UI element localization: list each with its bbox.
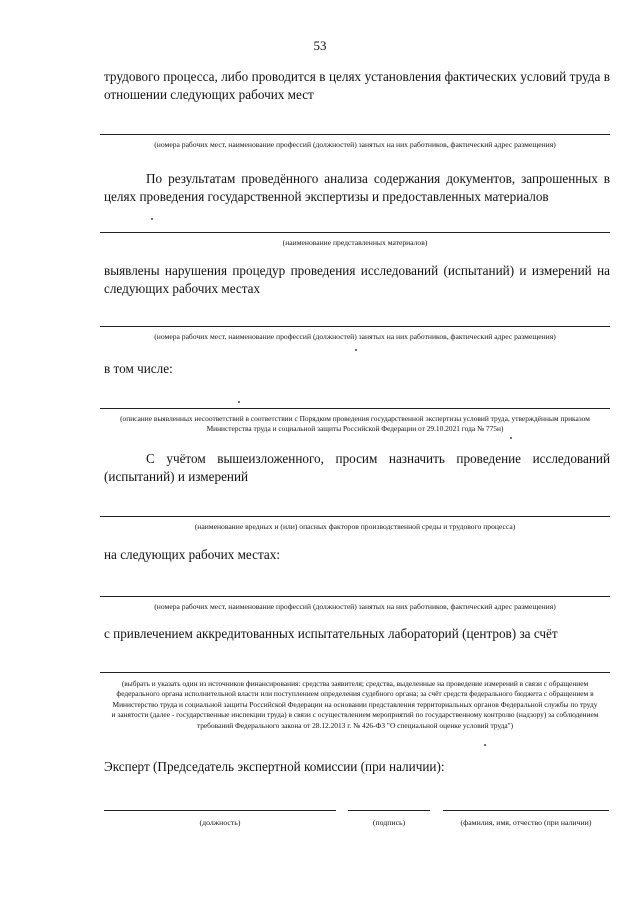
caption-materials: (наименование представленных материалов) <box>282 238 428 247</box>
caption-factors: (наименование вредных и (или) опасных факторов производственной среды и трудового процесса) <box>194 522 516 531</box>
scan-speck <box>238 401 240 403</box>
fill-line-workplaces-3[interactable] <box>100 596 610 597</box>
scan-speck <box>510 437 512 439</box>
caption-funding-source: (выбрать и указать один из источников финансирования: средства заявителя; средства, выделенные на проведение измерений в связи с обращением федерального органа исполнительной власти или поступлением определения судебного органа; за счёт средств федерального бюджета с обращением в Министерство труда и социальной защиты Российской Федерации на основании представления территориальных органов Федеральной службы по труду и занятости (далее - государственные инспекции труда) в связи с осуществлением мероприятий по государственному контролю (надзору) за соблюдением требований Федерального закона от 28.12.2013 г. № 426-ФЗ "О специальной оценке условий труда") <box>111 679 599 730</box>
caption-workplaces-1: (номера рабочих мест, наименование профессий (должностей) занятых на них работников, фактический адрес размещения) <box>154 140 556 149</box>
paragraph-including: в том числе: <box>104 361 173 376</box>
caption-full-name: (фамилия, имя, отчество (при наличии) <box>460 818 592 827</box>
paragraph-expert: Эксперт (Председатель экспертной комиссии (при наличии): <box>104 759 445 774</box>
scan-speck <box>151 218 153 220</box>
scan-speck <box>355 349 357 351</box>
signature-line-signature[interactable] <box>348 810 430 811</box>
caption-nonconformities: (описание выявленных несоответствий в соответствии с Порядком проведения государственной экспертизы условий труда, утверждённым приказом Министерства труда и социальной защиты Российской Федерации от 29.10.2021 года № 775н) <box>120 414 590 434</box>
caption-signature: (подпись) <box>372 818 406 827</box>
paragraph-following-workplaces: на следующих рабочих местах: <box>104 547 280 562</box>
signature-line-name[interactable] <box>443 810 609 811</box>
signature-line-position[interactable] <box>104 810 336 811</box>
fill-line-funding[interactable] <box>100 672 610 673</box>
paragraph-analysis-results: По результатам проведённого анализа содержания документов, запрошенных в целях проведения государственной экспертизы и предоставленных материалов <box>104 171 610 204</box>
paragraph-accredited-labs: с привлечением аккредитованных испытательных лабораторий (центров) за счёт <box>104 626 558 641</box>
paragraph-workplaces-intro: трудового процесса, либо проводится в целях установления фактических условий труда в отношении следующих рабочих мест <box>104 69 610 102</box>
paragraph-request-measurements: С учётом вышеизложенного, просим назначить проведение исследований (испытаний) и измерений <box>104 451 610 484</box>
caption-workplaces-3: (номера рабочих мест, наименование профессий (должностей) занятых на них работников, фактический адрес размещения) <box>154 602 556 611</box>
fill-line-workplaces-2[interactable] <box>100 326 610 327</box>
page-number: 53 <box>313 38 327 53</box>
caption-position: (должность) <box>199 818 241 827</box>
scan-speck <box>484 744 486 746</box>
fill-line-workplaces-1[interactable] <box>100 134 610 135</box>
caption-workplaces-2: (номера рабочих мест, наименование профессий (должностей) занятых на них работников, фактический адрес размещения) <box>154 332 556 341</box>
paragraph-violations-found: выявлены нарушения процедур проведения исследований (испытаний) и измерений на следующих рабочих местах <box>104 263 610 296</box>
fill-line-materials[interactable] <box>100 232 610 233</box>
fill-line-nonconformities[interactable] <box>100 408 610 409</box>
fill-line-factors[interactable] <box>100 516 610 517</box>
